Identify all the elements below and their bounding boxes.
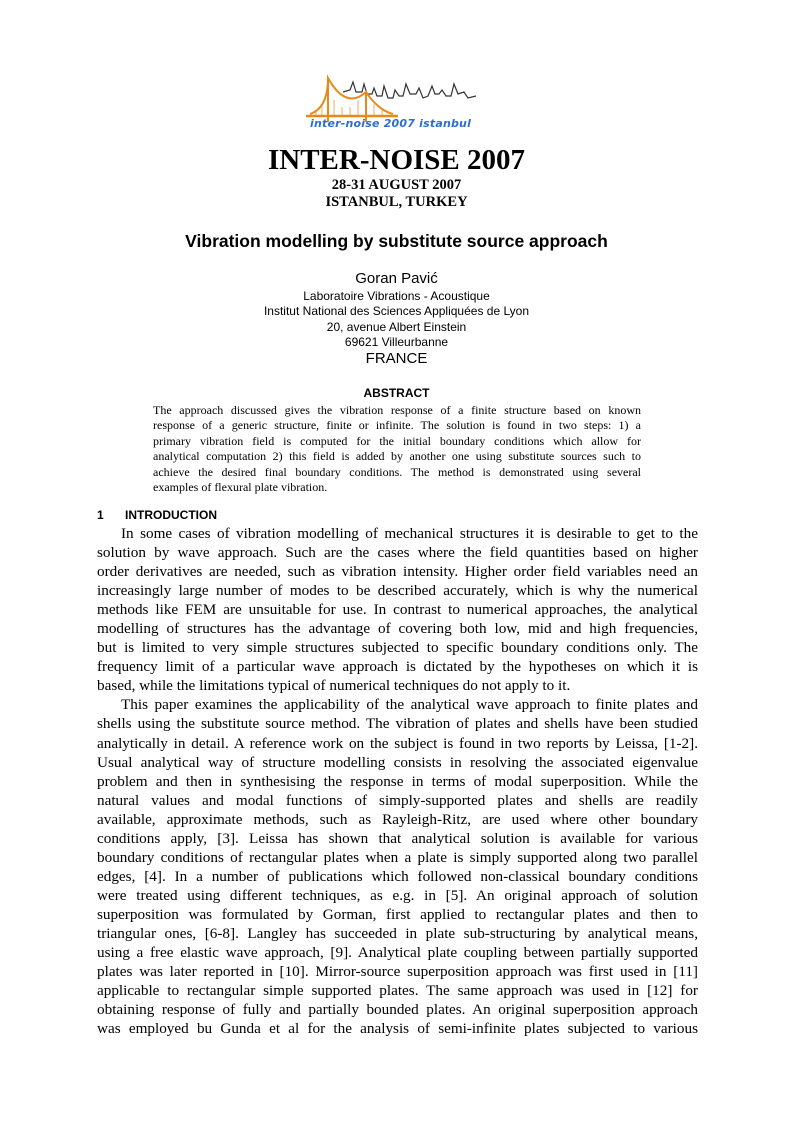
body-line: applicable to rectangular simple supported plates. The same approach was used in [12] for — [97, 982, 698, 1000]
author-name: Goran Pavić — [355, 270, 438, 287]
body-line: shells using the substitute source method. The vibration of plates and shells have been studied — [97, 715, 698, 733]
affiliation-line: Laboratoire Vibrations - Acoustique — [303, 289, 490, 303]
abstract-text — [153, 403, 641, 495]
abstract-line: analytical computation 2) this field is added by another one using substitute sources such to — [153, 449, 641, 464]
affiliation-line: 69621 Villeurbanne — [344, 334, 449, 349]
body-line: plates was later reported in [10]. Mirror-source superposition approach was first used in [11] — [97, 963, 698, 981]
body-line: but is limited to very simple structures subjected to specific boundary conditions only. The — [97, 639, 698, 657]
body-line: superposition was formulated by Gorman, first applied to rectangular plates and then to — [97, 905, 698, 923]
abstract-line: The approach discussed gives the vibration response of a finite structure based on known — [153, 403, 641, 417]
body-line: Usual analytical way of structure modelling consists in resolving the associated eigenvalue — [97, 753, 698, 771]
body-line: was employed bu Gunda et al for the analysis of semi-infinite plates subjected to various — [97, 1020, 698, 1038]
conference-title: INTER-NOISE 2007 — [267, 144, 526, 176]
abstract-line: response of a generic structure, finite or infinite. The solution is found in two steps: 1) a — [153, 418, 641, 433]
body-line: solution by wave approach. Such are the cases where the field quantities based on higher — [97, 544, 698, 562]
body-line: natural values and modal functions of simply-supported plates and shells are readily — [97, 791, 698, 809]
body-line: available, approximate methods, such as Rayleigh-Ritz, are used where other boundary — [97, 810, 698, 828]
body-line: In some cases of vibration modelling of mechanical structures it is desirable to get to the — [121, 525, 698, 542]
conference-dates: 28-31 AUGUST 2007 — [331, 177, 462, 193]
body-line: obtaining response of fully and partially bounded plates. An original superposition approach — [97, 1001, 698, 1019]
body-line: triangular ones, [6-8]. Langley has succeeded in plate sub-structuring by analytical means, — [97, 924, 698, 942]
body-line: using a free elastic wave approach, [9]. Analytical plate coupling between partially supported — [97, 944, 698, 962]
body-line: methods like FEM are unsuitable for use. In contrast to numerical approaches, the analytical — [97, 601, 698, 619]
body-line: edges, [4]. In a number of publications which followed non-classical boundary conditions — [97, 867, 698, 885]
abstract-line: examples of flexural plate vibration. — [153, 479, 328, 494]
section-body — [97, 524, 698, 1038]
body-line: analytically in detail. A reference work on the subject is found in two reports by Leissa, [1-2]. — [97, 734, 698, 752]
body-line: were treated using different techniques, as e.g. in [5]. An original approach of solution — [97, 886, 698, 904]
abstract-line: achieve the desired final boundary conditions. The method is demonstrated using several — [153, 464, 641, 479]
paper-title: Vibration modelling by substitute source approach — [185, 231, 608, 251]
body-line: boundary conditions of rectangular plates when a plate is simply supported along two parallel — [97, 848, 698, 866]
section-heading — [97, 508, 217, 523]
author-affiliation — [0, 289, 793, 350]
affiliation-line: Institut National des Sciences Appliquées de Lyon — [263, 304, 530, 319]
body-line: problem and then in synthesising the response in terms of modal superposition. While the — [97, 772, 698, 790]
body-line: increasingly large number of modes to be described accurately, which is why the numerical — [97, 582, 698, 600]
logo-caption: inter-noise 2007 istanbul — [310, 117, 472, 130]
body-line: conditions apply, [3]. Leissa has shown that analytical solution is available for various — [97, 829, 698, 847]
section-title: INTRODUCTION — [125, 508, 217, 522]
author-country: FRANCE — [365, 350, 428, 367]
conference-location: ISTANBUL, TURKEY — [325, 194, 468, 210]
affiliation-line: 20, avenue Albert Einstein — [326, 319, 467, 334]
body-line: based, while the limitations typical of numerical techniques do not apply to it. — [97, 677, 571, 695]
abstract-heading: ABSTRACT — [363, 386, 430, 400]
body-line: modelling of structures has the advantage of covering both low, mid and high frequencies, — [97, 620, 698, 638]
body-line: order derivatives are needed, such as vibration intensity. Higher order field variables need an — [97, 563, 698, 581]
abstract-line: primary vibration field is computed for the initial boundary conditions which allow for — [153, 433, 641, 448]
body-line: frequency limit of a particular wave approach is dictated by the hypotheses on which it is — [97, 658, 698, 676]
section-number: 1 — [97, 508, 104, 522]
body-line: This paper examines the applicability of the analytical wave approach to finite plates and — [121, 696, 698, 714]
